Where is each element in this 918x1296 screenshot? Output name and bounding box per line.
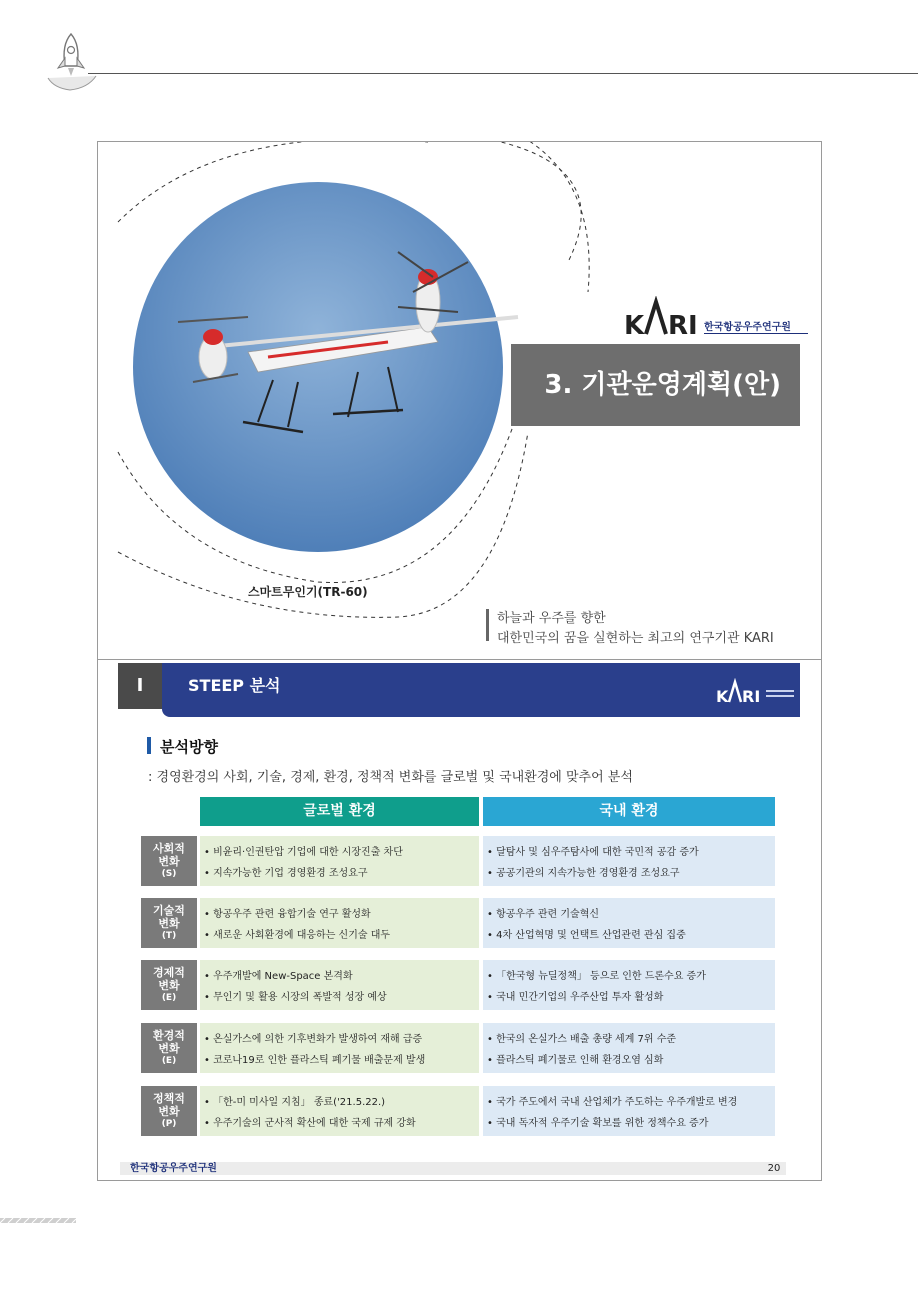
table-cell: • 비윤리·인권탄압 기업에 대한 시장진출 차단 • 지속가능한 기업 경영환경 조성요구	[200, 836, 479, 886]
row-label-policy: 정책적 변화 (P)	[141, 1086, 197, 1136]
svg-text:RI: RI	[742, 687, 761, 706]
table-cell: • 항공우주 관련 융합기술 연구 활성화 • 새로운 사회환경에 대응하는 신기술 대두	[200, 898, 479, 948]
tagline-marker	[486, 609, 489, 641]
svg-text:RI: RI	[668, 311, 698, 340]
kari-logo	[624, 296, 814, 340]
row-label-environment: 환경적 변화 (E)	[141, 1023, 197, 1073]
table-cell: • 「한국형 뉴딜정책」 등으로 인한 드론수요 증가 • 국내 민간기업의 우주산업 투자 활성화	[483, 960, 775, 1010]
page-title: 3. 기관운영계획(안)	[544, 370, 781, 400]
row-label-social: 사회적 변화 (S)	[141, 836, 197, 886]
slide-divider	[97, 659, 821, 660]
footer-bar	[120, 1162, 786, 1175]
heading-marker	[147, 737, 151, 754]
section-number: I	[136, 675, 144, 696]
header-rule	[88, 73, 918, 74]
kari-logo-small	[714, 678, 798, 706]
row-label-technology: 기술적 변화 (T)	[141, 898, 197, 948]
table-cell: • 「한-미 미사일 지침」 종료('21.5.22.) • 우주기술의 군사적 확산에 대한 국제 규제 강화	[200, 1086, 479, 1136]
column-header-domestic: 국내 환경	[483, 797, 775, 826]
section-title: STEEP 분석	[188, 676, 281, 695]
section-header-accent	[162, 709, 800, 717]
page-number: 20	[767, 1163, 781, 1174]
table-cell: • 국가 주도에서 국내 산업체가 주도하는 우주개발로 변경 • 국내 독자적 우주기술 확보를 위한 정책수요 증가	[483, 1086, 775, 1136]
rocket-icon	[42, 28, 100, 92]
table-cell: • 우주개발에 New-Space 본격화 • 무인기 및 활용 시장의 폭발적 성장 예상	[200, 960, 479, 1010]
svg-text:한국항공우주연구원: 한국항공우주연구원	[704, 322, 791, 333]
tagline-line-2: 대한민국의 꿈을 실현하는 최고의 연구기관 KARI	[497, 631, 774, 646]
footer-org-name: 한국항공우주연구원	[130, 1163, 217, 1174]
heading-description: : 경영환경의 사회, 기술, 경제, 환경, 정책적 변화를 글로벌 및 국내환경에 맞추어 분석	[148, 770, 633, 785]
photo-caption: 스마트무인기(TR-60)	[248, 585, 368, 599]
table-cell: • 달탐사 및 심우주탐사에 대한 국민적 공감 증가 • 공공기관의 지속가능한 경영환경 조성요구	[483, 836, 775, 886]
tagline-line-1: 하늘과 우주를 향한	[497, 611, 606, 626]
table-cell: • 항공우주 관련 기술혁신 • 4차 산업혁명 및 언택트 산업관련 관심 집중	[483, 898, 775, 948]
column-header-global: 글로벌 환경	[200, 797, 479, 826]
table-cell: • 온실가스에 의한 기후변화가 발생하여 재해 급증 • 코로나19로 인한 플라스틱 폐기물 배출문제 발생	[200, 1023, 479, 1073]
svg-text:K: K	[624, 311, 645, 340]
row-label-economy: 경제적 변화 (E)	[141, 960, 197, 1010]
table-cell: • 한국의 온실가스 배출 총량 세계 7위 수준 • 플라스틱 폐기물로 인해 환경오염 심화	[483, 1023, 775, 1073]
decorative-stripe	[0, 1218, 76, 1223]
svg-text:K: K	[716, 687, 729, 706]
heading: 분석방향	[160, 738, 218, 756]
